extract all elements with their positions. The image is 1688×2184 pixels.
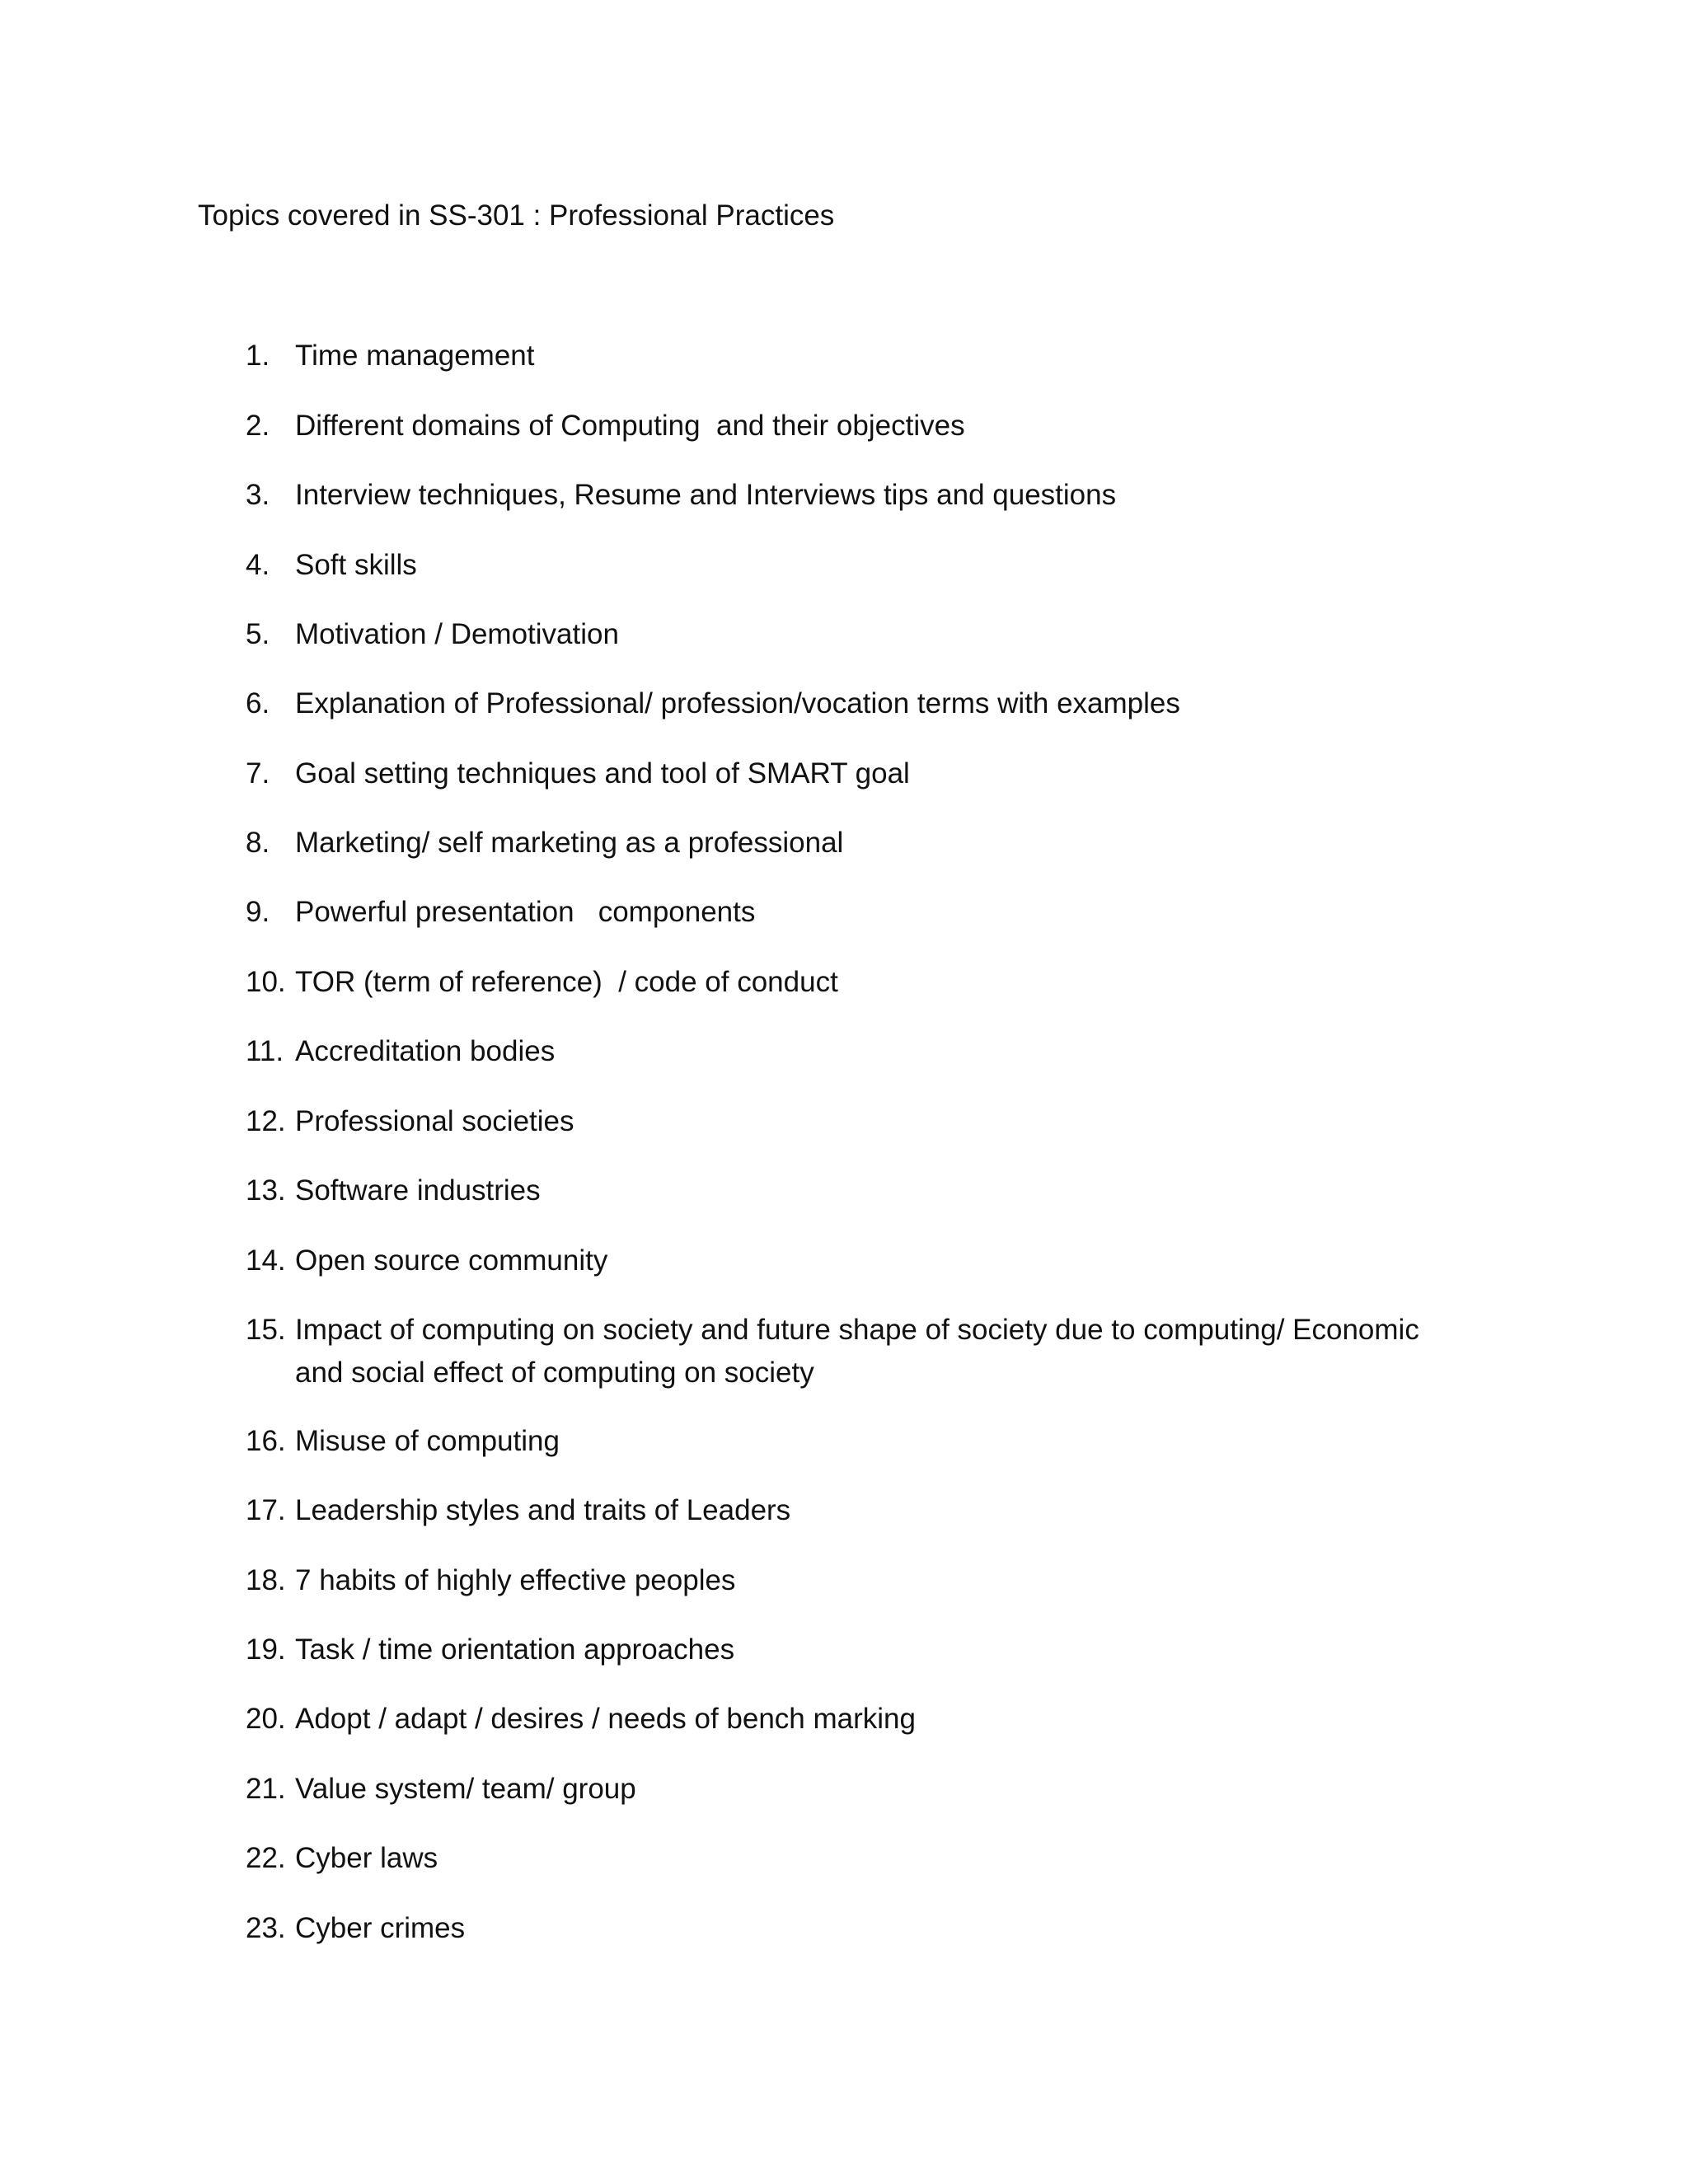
topic-text: Soft skills <box>295 549 417 581</box>
topic-number: 8. <box>246 827 270 859</box>
topic-number: 7. <box>246 757 270 790</box>
topic-number: 10. <box>246 966 286 998</box>
topic-number: 19. <box>246 1633 286 1666</box>
topic-text: Motivation / Demotivation <box>295 618 619 650</box>
topic-text: Time management <box>295 340 535 372</box>
topic-number: 5. <box>246 618 270 650</box>
topic-number: 11. <box>246 1035 284 1067</box>
topic-text: Powerful presentation components <box>295 896 756 928</box>
topic-number: 13. <box>246 1174 286 1207</box>
topic-number: 4. <box>246 549 270 581</box>
topic-number: 16. <box>246 1425 286 1457</box>
topic-text: Value system/ team/ group <box>295 1773 636 1805</box>
topic-text: 7 habits of highly effective peoples <box>295 1564 736 1596</box>
topic-number: 12. <box>246 1105 286 1137</box>
topic-text: Open source community <box>295 1244 608 1277</box>
topic-number: 15. <box>246 1314 286 1346</box>
topic-text: Cyber laws <box>295 1842 438 1874</box>
topic-text: Task / time orientation approaches <box>295 1633 735 1666</box>
topic-text: Accreditation bodies <box>295 1035 556 1067</box>
page-title: Topics covered in SS-301 : Professional Practices <box>198 199 835 232</box>
topic-text: Leadership styles and traits of Leaders <box>295 1494 791 1526</box>
topic-text: Impact of computing on society and future shape of society due to computing/ Economic and social effect of computing on society <box>295 1314 1428 1389</box>
topic-text: Software industries <box>295 1174 541 1207</box>
topic-number: 21. <box>246 1773 286 1805</box>
topic-number: 6. <box>246 687 270 719</box>
topic-number: 3. <box>246 479 270 511</box>
topic-number: 22. <box>246 1842 286 1874</box>
topic-number: 14. <box>246 1244 286 1277</box>
topic-text: Cyber crimes <box>295 1912 466 1944</box>
topic-text: Interview techniques, Resume and Interviews tips and questions <box>295 479 1117 511</box>
topic-number: 1. <box>246 340 270 372</box>
topic-text: TOR (term of reference) / code of conduct <box>295 966 838 998</box>
topic-text: Misuse of computing <box>295 1425 560 1457</box>
topic-text: Professional societies <box>295 1105 574 1137</box>
topic-text: Explanation of Professional/ profession/vocation terms with examples <box>295 687 1180 719</box>
topic-number: 23. <box>246 1912 286 1944</box>
topic-number: 9. <box>246 896 270 928</box>
topic-text: Goal setting techniques and tool of SMART goal <box>295 757 910 790</box>
topic-text: Adopt / adapt / desires / needs of bench marking <box>295 1703 916 1735</box>
topic-number: 18. <box>246 1564 286 1596</box>
topic-text: Different domains of Computing and their objectives <box>295 410 965 442</box>
topic-number: 20. <box>246 1703 286 1735</box>
topic-number: 17. <box>246 1494 286 1526</box>
topic-text: Marketing/ self marketing as a professional <box>295 827 844 859</box>
topic-number: 2. <box>246 410 270 442</box>
